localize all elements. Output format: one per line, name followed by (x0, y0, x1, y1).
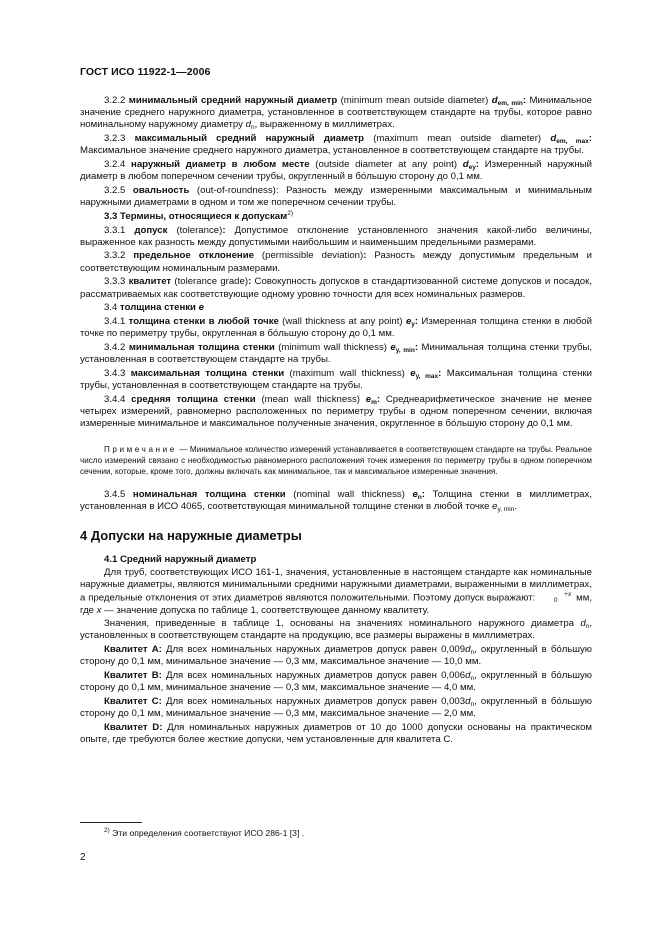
grade-c: Квалитет С: Для всех номинальных наружных диаметров допуск равен $0,003d_n$, округленный в бо́льшую сторону до 0,1 мм, минимальное значение — 0,3 мм, максимальное значение — 2,0 мм. (80, 695, 592, 720)
term-3-2-2: 3.2.2 минимальный средний наружный диаметр (minimum mean outside diameter) $d_{em, min}$: Минимальное значение среднего наружного диаметра, установленное в соответствующем стандарте на трубы, которое равно номинальному наружному диаметру $d_n$, выраженному в миллиметрах. (80, 95, 592, 132)
grade-b: Квалитет В: Для всех номинальных наружных диаметров допуск равен $0,006d_n$, округленный в бо́льшую сторону до 0,1 мм, минимальное значение — 0,3 мм, максимальное значение — 4,0 мм. (80, 670, 592, 694)
term-3-3-2: 3.3.2 предельное отклонение (permissible deviation): Разность между допустимым предельным и соответствующим номинальным размерами. (80, 250, 592, 274)
term-3-3-3: 3.3.3 квалитет (tolerance grade): Совокупность допусков в стандартизованной системе допусков и посадок, рассматриваемых как соответствующие одному уровню точности для всех номинальных размеров. (80, 276, 592, 300)
grade-a: Квалитет А: Для всех номинальных наружных диаметров допуск равен $0,009d_n$, округленный в бо́льшую сторону до 0,1 мм, минимальное значение — 0,3 мм, максимальное значение — 10,0 мм. (80, 644, 592, 668)
term-3-4-2: 3.4.2 минимальная толщина стенки (minimum wall thickness) $e_{y, min}$: Минимальная толщина стенки трубы, установленная в соответствующем стандарте на трубы. (80, 341, 592, 366)
term-3-4-3: 3.4.3 максимальная толщина стенки (maximum wall thickness) $e_{y, max}$: Максимальная толщина стенки трубы, установленная в соответствующем стандарте на трубы. (80, 367, 592, 391)
term-3-4-1: 3.4.1 толщина стенки в любой точке (wall thickness at any point) $e_y$: Измеренная толщина стенки в любой точке по периметру трубы, округленная в бо́льшую сторону до 0,1 мм. (80, 315, 592, 340)
paragraph-4-1-b: Значения, приведенные в таблице 1, основаны на значениях номинального наружного диаметра $d_n$, установленных в соответствующем стандарте на продукцию, все размеры выражены в миллиметрах. (80, 618, 592, 642)
document-body (80, 95, 592, 748)
page-number: 2 (80, 852, 86, 863)
footnote-separator (80, 822, 142, 823)
term-3-2-4: 3.2.4 наружный диаметр в любом месте (outside diameter at any point) $d_{ey}$: Измеренный наружный диаметр в любом поперечном сечении трубы, округленный в бо́льшую сторону до 0,1 мм. (80, 159, 592, 183)
note: Примечание — Минимальное количество измерений устанавливается в соответствующем стандарте на трубы. Реальное число измерений связано с необходимостью равномерного расположения точек измерения по периметру трубы в одном поперечном сечении, которые, кроме того, должны включать как минимальное, так и максимальное измеренные значения. (80, 445, 592, 477)
footnote: $^{2)}$ Эти определения соответствуют ИСО 286-1 [3] . (104, 827, 305, 838)
term-3-3-1: 3.3.1 допуск (tolerance): Допустимое отклонение установленного значения какой-либо величины, выраженное как разность между допустимыми наибольшим и наименьшим предельными размерами. (80, 224, 592, 248)
term-3-4-5: 3.4.5 номинальная толщина стенки (nominal wall thickness) $e_n$: Толщина стенки в миллиметрах, установленная в ИСО 4065, соответствующая минимальной толщине стенки в любой точке $e_{y, min}$. (80, 489, 592, 514)
section-3-4-heading: 3.4 толщина стенки e (104, 302, 204, 314)
paragraph-4-1-a: Для труб, соответствующих ИСО 161-1, значения, установленные в настоящем стандарте как номинальные наружные диаметры, являются минимальными средними наружными диаметрами, выраженными в миллиметрах, а предельные отклонения от этих диаметров являются положительными. Поэтому допуск выражают: +x 0 мм, где x — значение допуска по таблице 1, соответствующее данному квалитету. (80, 567, 592, 616)
document-header: ГОСТ ИСО 11922-1—2006 (80, 66, 211, 78)
grade-d: Квалитет D: Для номинальных наружных диаметров от 10 до 1000 допуски основаны на практическом опыте, где требуются более жесткие допуски, чем установленные для квалитета С. (80, 721, 592, 746)
section-4-1-heading: 4.1 Средний наружный диаметр (104, 553, 257, 565)
section-4-heading: 4 Допуски на наружные диаметры (80, 527, 302, 543)
term-3-4-4: 3.4.4 средняя толщина стенки (mean wall thickness) $e_m$: Среднеарифметическое значение не менее четырех измерений, равномерно расположенных по периметру трубы в одном поперечном сечении, включая измеренные минимальное и максимальное полученные значения, округленное в бо́льшую сторону до 0,1 мм. (80, 393, 592, 430)
term-3-2-3: 3.2.3 максимальный средний наружный диаметр (maximum mean outside diameter) $d_{em, max}$: Максимальное значение среднего наружного диаметра, установленное в соответствующем стандарте на трубы. (80, 133, 592, 157)
section-3-3-heading: 3.3 Термины, относящиеся к допускам$^{2)}$ (104, 209, 294, 222)
term-3-2-5: 3.2.5 овальность (out-of-roundness): Разность между измеренными максимальным и минимальным наружными диаметрами в одном и том же поперечном сечении трубы. (80, 184, 592, 209)
